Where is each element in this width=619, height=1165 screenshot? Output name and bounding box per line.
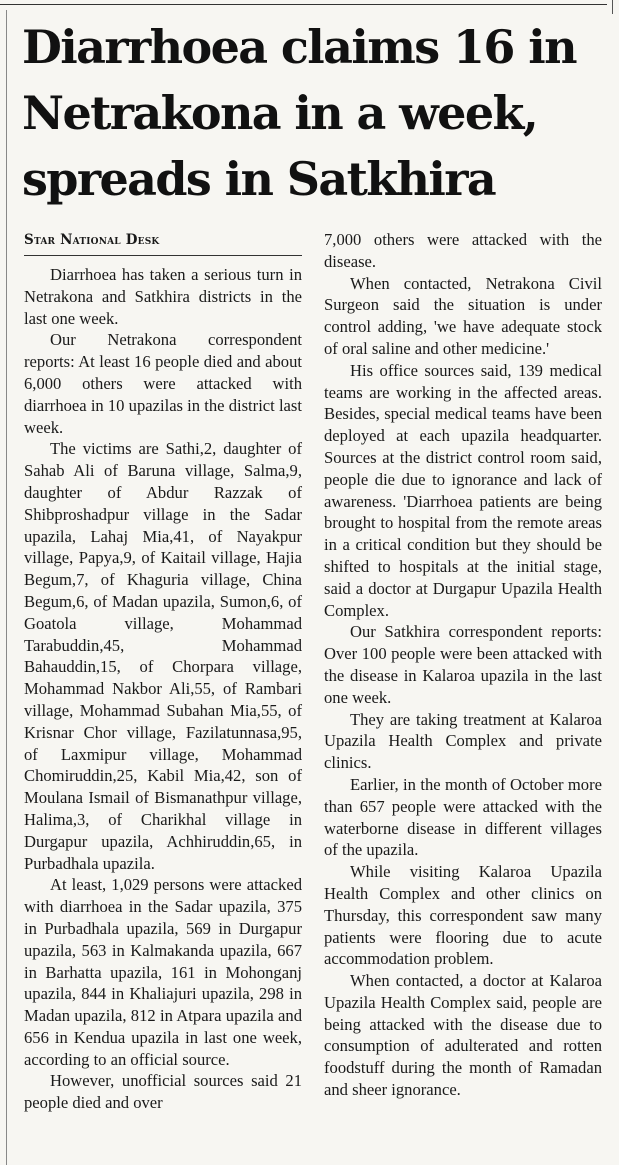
paragraph: While visiting Kalaroa Upazila Health Complex and other clinics on Thursday, this correspondent saw many patients were flooring due to acute accommodation problem. bbox=[324, 862, 602, 969]
column-2 bbox=[324, 229, 602, 1101]
corner-rule bbox=[612, 0, 613, 14]
paragraph: His office sources said, 139 medical teams are working in the affected areas. Besides, special medical teams have been deployed at each upazila headquarter. Sources at the district control room said, people die due to ignorance and lack of awareness. 'Diarrhoea patients are being brought to hospital from the remote areas in a critical condition but they should be shifted to hospitals at the initial stage, said a doctor at Durgapur Upazila Health Complex. bbox=[324, 360, 602, 620]
paragraph: Earlier, in the month of October more than 657 people were attacked with the waterborne disease in different villages of the upazila. bbox=[324, 774, 602, 860]
paragraph: Our Netrakona correspondent reports: At least 16 people died and about 6,000 others were attacked with diarrhoea in 10 upazilas in the district last week. bbox=[24, 330, 302, 437]
top-rule bbox=[0, 4, 607, 5]
paragraph: Our Satkhira correspondent reports: Over 100 people were been attacked with the disease in Kalaroa upazila in the last one week. bbox=[324, 622, 602, 707]
left-rule bbox=[6, 10, 7, 1165]
paragraph: However, unofficial sources said 21 people died and over bbox=[24, 1071, 302, 1113]
paragraph: 7,000 others were attacked with the disease. bbox=[324, 230, 602, 271]
paragraph: Diarrhoea has taken a serious turn in Netrakona and Satkhira districts in the last one week. bbox=[24, 265, 302, 328]
headline: Diarrhoea claims 16 in Netrakona in a week, spreads in Satkhira bbox=[22, 20, 576, 206]
paragraph: They are taking treatment at Kalaroa Upazila Health Complex and private clinics. bbox=[324, 709, 602, 773]
byline: Star National Desk bbox=[24, 232, 160, 248]
paragraph: When contacted, Netrakona Civil Surgeon said the situation is under control adding, 'we have adequate stock of oral saline and other medicine.' bbox=[324, 273, 602, 358]
paragraph: The victims are Sathi,2, daughter of Sahab Ali of Baruna village, Salma,9, daughter of Abdur Razzak of Shibproshadpur village in the Sadar upazila, Lahaj Mia,41, of Nayakpur village, Papya,9, of Kaitail village, Hajia Begum,7, of Khaguria village, China Begum,6, of Madan upazila, Sumon,6, of Goatola village, Mohammad Tarabuddin,45, Mohammad Bahauddin,15, of Chorpara village, Mohammad Nakbor Ali,55, of Rambari village, Mohammad Subahan Mia,55, of Krisnar Chor village, Fazilatunnasa,95, of Laxmipur village, Mohammad Chomiruddin,25, Kabil Mia,42, son of Moulana Ismail of Bismanathpur village, Halima,3, of Charikhal village in Durgapur upazila, Achhiruddin,65, in Purbadhala upazila. bbox=[24, 439, 302, 873]
byline-rule bbox=[24, 255, 302, 256]
paragraph: When contacted, a doctor at Kalaroa Upazila Health Complex said, people are being attacked with the disease due to consumption of adulterated and rotten foodstuff during the month of Ramadan and sheer ignorance. bbox=[324, 971, 602, 1100]
paragraph: At least, 1,029 persons were attacked with diarrhoea in the Sadar upazila, 375 in Purbadhala upazila, 569 in Durgapur upazila, 563 in Kalmakanda upazila, 667 in Barhatta upazila, 161 in Mohonganj upazila, 844 in Khaliajuri upazila, 298 in Madan upazila, 812 in Atpara upazila and 656 in Kendua upazila in last one week, according to an official source. bbox=[24, 875, 302, 1069]
column-1 bbox=[24, 264, 302, 1114]
